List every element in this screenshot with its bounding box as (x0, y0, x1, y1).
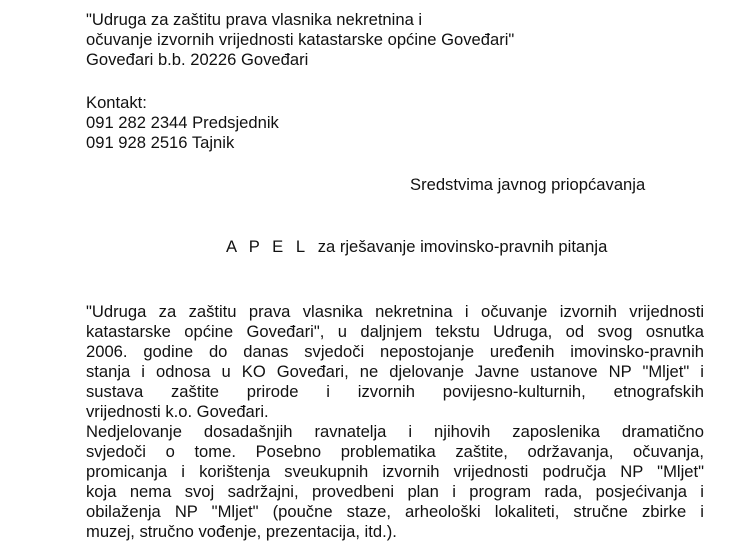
paragraph-2-line-6: muzej, stručno vođenje, prezentacija, itd.). (86, 522, 397, 541)
paragraph-2-line-1: Nedjelovanje dosadašnjih ravnatelja i njihovih zaposlenika dramatično (86, 422, 704, 441)
paragraph-1-line-3: 2006. godine do danas svjedoči nepostojanje uređenih imovinsko-pravnih (86, 342, 704, 361)
recipient-text: Sredstvima javnog priopćavanja (410, 175, 646, 194)
paragraph-2 (86, 422, 704, 542)
header-line-1: "Udruga za zaštitu prava vlasnika nekretnina i (86, 10, 423, 29)
paragraph-1-line-1: "Udruga za zaštitu prava vlasnika nekretnina i očuvanje izvornih vrijednosti (86, 302, 704, 321)
paragraph-1 (86, 302, 704, 422)
header-line-2: očuvanje izvornih vrijednosti katastarske općine Goveđari" (86, 30, 515, 49)
paragraph-2-line-5: obilaženja NP "Mljet" (poučne staze, arheološki lokaliteti, stručne zbirke i (86, 502, 704, 521)
title-apel: A P E L (226, 237, 310, 256)
paragraph-2-line-2: svjedoči o tome. Posebno problematika zaštite, održavanja, očuvanja, (86, 442, 704, 461)
paragraph-1-line-4: stanja i odnosa u KO Goveđari, ne djelovanje Javne ustanove NP "Mljet" i (86, 362, 704, 381)
title-subject: za rješavanje imovinsko-pravnih pitanja (317, 237, 608, 256)
document-body (86, 302, 704, 542)
paragraph-1-line-5: sustava zaštite prirode i izvornih povijesno-kulturnih, etnografskih (86, 382, 704, 401)
recipient-line (410, 175, 645, 195)
contact-secretary-phone: 091 928 2516 Tajnik (86, 133, 235, 152)
contact-block (86, 93, 279, 153)
paragraph-2-line-3: promicanja i korištenja sveukupnih izvornih vrijednosti područja NP "Mljet" (86, 462, 704, 481)
paragraph-1-line-2: katastarske općine Goveđari", u daljnjem tekstu Udruga, od svog osnutka (86, 322, 704, 341)
title-line (226, 237, 607, 257)
contact-president-phone: 091 282 2344 Predsjednik (86, 113, 279, 132)
paragraph-2-line-4: koja nema svoj sadržajni, provedbeni plan i program rada, posjećivanja i (86, 482, 704, 501)
association-header (86, 10, 514, 70)
contact-label: Kontakt: (86, 93, 147, 112)
header-line-3: Goveđari b.b. 20226 Goveđari (86, 50, 309, 69)
document-title (226, 237, 607, 257)
paragraph-1-line-6: vrijednosti k.o. Goveđari. (86, 402, 269, 421)
